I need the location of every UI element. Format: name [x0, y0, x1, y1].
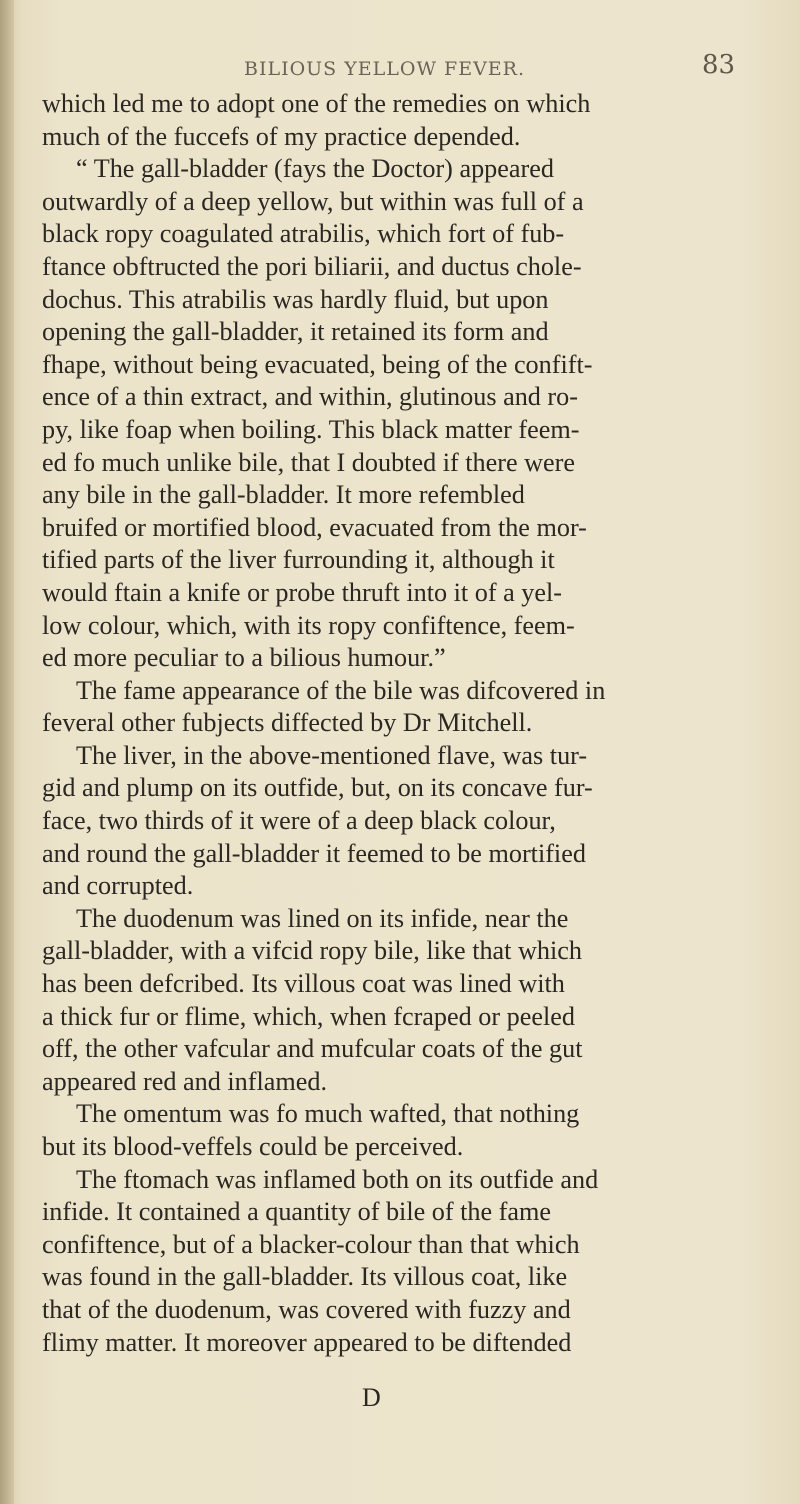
text-line: py, like foap when boiling. This black matter feem- — [42, 414, 580, 444]
signature-mark: D — [362, 1383, 381, 1412]
text-line: ed more peculiar to a bilious humour.” — [42, 643, 446, 673]
text-line: would ftain a knife or probe thruft into it of a yel- — [42, 577, 562, 607]
text-line: dochus. This atrabilis was hardly fluid, but upon — [42, 284, 549, 314]
text-line: and round the gall-bladder it feemed to be mortified — [42, 838, 586, 868]
text-line: The ftomach was inflamed both on its outfide and — [76, 1164, 599, 1194]
page-number: 83 — [702, 50, 736, 80]
text-line: feveral other fubjects diffected by Dr Mitchell. — [42, 708, 533, 738]
text-line: opening the gall-bladder, it retained its form and — [42, 317, 549, 347]
text-line: was found in the gall-bladder. Its villous coat, like — [42, 1262, 568, 1292]
text-line: has been defcribed. Its villous coat was lined with — [42, 969, 565, 999]
text-line: black ropy coagulated atrabilis, which fort of fub- — [42, 219, 565, 249]
text-line: ence of a thin extract, and within, glutinous and ro- — [42, 382, 578, 412]
text-line: The fame appearance of the bile was difcovered in — [76, 675, 606, 705]
text-line: a thick fur or flime, which, when fcraped or peeled — [42, 1001, 575, 1031]
text-line: but its blood-veffels could be perceived. — [42, 1132, 464, 1161]
text-line: off, the other vafcular and mufcular coats of the gut — [42, 1034, 583, 1064]
text-line: much of the fuccefs of my practice depended. — [42, 121, 521, 151]
running-head: BILIOUS YELLOW FEVER. — [244, 58, 526, 80]
text-line: gall-bladder, with a vifcid ropy bile, like that which — [42, 936, 583, 966]
text-line: The omentum was fo much wafted, that nothing — [76, 1099, 580, 1129]
text-line: gid and plump on its outfide, but, on its concave fur- — [42, 773, 593, 803]
text-line: confiftence, but of a blacker-colour than that which — [42, 1229, 580, 1259]
page-gutter-shadow — [0, 0, 14, 1504]
text-line: The liver, in the above-mentioned flave, was tur- — [76, 740, 588, 770]
text-line: ed fo much unlike bile, that I doubted if there were — [42, 447, 576, 477]
text-line: flimy matter. It moreover appeared to be diftended — [42, 1327, 572, 1357]
text-line: fhape, without being evacuated, being of the confift- — [42, 349, 593, 379]
text-line: any bile in the gall-bladder. It more refembled — [42, 480, 525, 510]
text-line: The duodenum was lined on its infide, near the — [76, 903, 569, 933]
text-line: bruifed or mortified blood, evacuated from the mor- — [42, 512, 587, 542]
text-line: infide. It contained a quantity of bile of the fame — [42, 1197, 552, 1227]
text-line: ftance obftructed the pori biliarii, and ductus chole- — [42, 251, 582, 281]
text-line: “ The gall-bladder (fays the Doctor) appeared — [76, 154, 554, 184]
text-line: tified parts of the liver furrounding it, although it — [42, 545, 555, 575]
text-line: that of the duodenum, was covered with fuzzy and — [42, 1294, 571, 1324]
text-line: low colour, which, with its ropy confiftence, feem- — [42, 610, 575, 640]
text-line: and corrupted. — [42, 871, 194, 901]
text-line: outwardly of a deep yellow, but within was full of a — [42, 186, 584, 216]
text-line: appeared red and inflamed. — [42, 1066, 328, 1096]
body-text — [42, 88, 762, 1359]
text-line: which led me to adopt one of the remedies on which — [42, 89, 591, 118]
text-line: face, two thirds of it were of a deep black colour, — [42, 806, 556, 836]
